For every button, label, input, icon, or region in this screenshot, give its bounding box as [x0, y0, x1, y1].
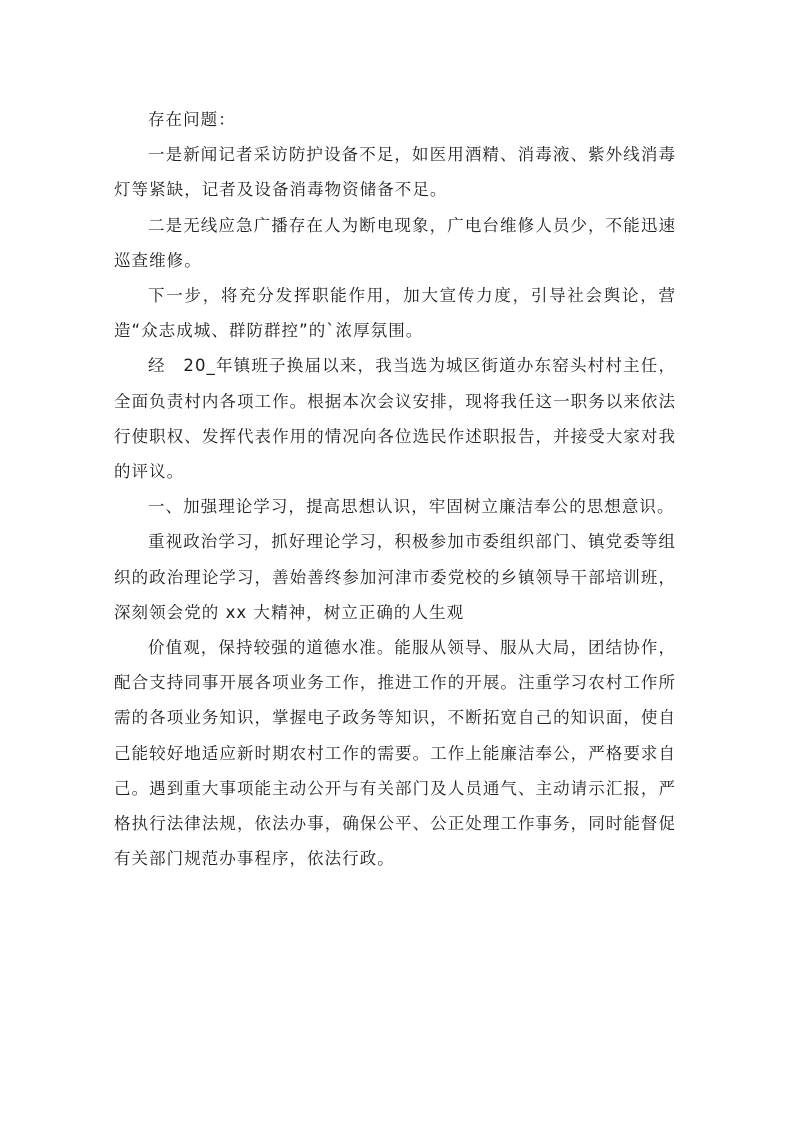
paragraph-next-step: 下一步，将充分发挥职能作用，加大宣传力度，引导社会舆论，营造“众志成城、群防群控”的`浓厚氛围。 — [114, 286, 676, 341]
document-body — [114, 102, 676, 876]
paragraph-problem-one: 一是新闻记者采访防护设备不足，如医用酒精、消毒液、紫外线消毒灯等紧缺，记者及设备消毒物资储备不足。 — [114, 145, 676, 200]
paragraph-section-one-heading: 一、加强理论学习，提高思想认识，牢固树立廉洁奉公的思想意识。 — [148, 497, 675, 517]
paragraph-values-and-work: 价值观，保持较强的道德水准。能服从领导、服从大局，团结协作，配合支持同事开展各项业务工作，推进工作的开展。注重学习农村工作所需的各项业务知识，掌握电子政务等知识，不断拓宽自己的知识面，使自己能较好地适应新时期农村工作的需要。工作上能廉洁奉公，严格要求自己。遇到重大事项能主动公开与有关部门及人员通气、主动请示汇报，严格执行法律法规，依法办事，确保公平、公正处理工作事务，同时能督促有关部门规范办事程序，依法行政。 — [114, 638, 676, 869]
paragraph-problem-two: 二是无线应急广播存在人为断电现象，广电台维修人员少，不能迅速巡查维修。 — [114, 215, 676, 270]
paragraph-report-intro: 经 20_年镇班子换届以来，我当选为城区街道办东窑头村村主任，全面负责村内各项工作。根据本次会议安排，现将我任这一职务以来依法行使职权、发挥代表作用的情况向各位选民作述职报告，并接受大家对我的评议。 — [114, 356, 676, 482]
paragraph-problems-heading: 存在问题： — [148, 110, 236, 129]
paragraph-political-study: 重视政治学习，抓好理论学习，积极参加市委组织部门、镇党委等组织的政治理论学习，善始善终参加河津市委党校的乡镇领导干部培训班，深刻领会党的 xx 大精神，树立正确的人生观 — [114, 532, 676, 622]
